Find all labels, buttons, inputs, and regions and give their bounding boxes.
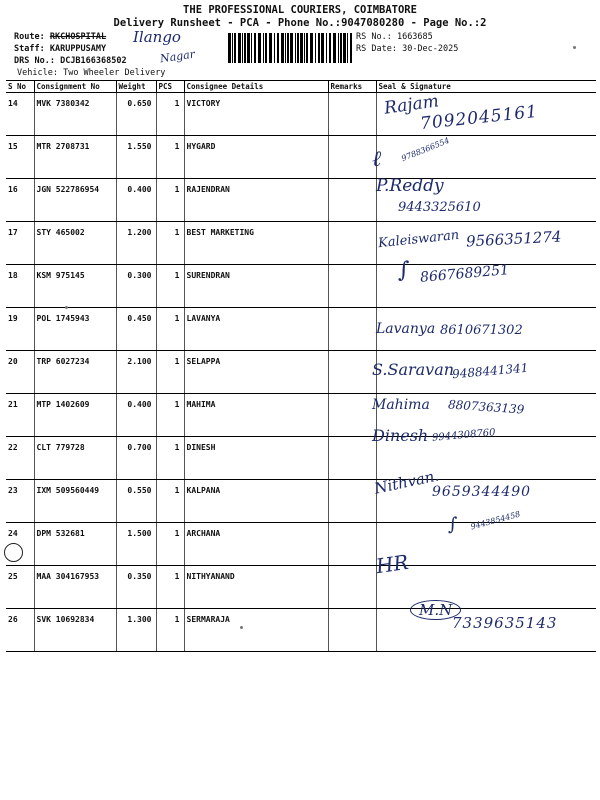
row-consignee: RAJENDRAN	[184, 179, 328, 222]
signature-19-phone: 8610671302	[440, 323, 523, 338]
barcode-bar	[343, 33, 346, 63]
row-remarks	[328, 222, 376, 265]
vehicle-value: Two Wheeler Delivery	[63, 68, 166, 78]
row-consignee: DINESH	[184, 437, 328, 480]
barcode-bar	[310, 33, 313, 63]
signature-15-mark: ℓ	[372, 147, 382, 172]
col-consignment: Consignment No	[34, 81, 116, 93]
row-pcs: 1	[156, 609, 184, 652]
row-sno: 15	[6, 136, 34, 179]
rs-no-label: RS No.:	[356, 32, 392, 42]
row-sno: 17	[6, 222, 34, 265]
row-consignee: BEST MARKETING	[184, 222, 328, 265]
row-weight: 0.400	[116, 394, 156, 437]
row-remarks	[328, 609, 376, 652]
barcode-bar	[258, 33, 261, 63]
barcode-bar	[329, 33, 331, 63]
row-consignee: LAVANYA	[184, 308, 328, 351]
signature-17-word: Kaleiswaran	[377, 227, 460, 252]
signature-22-phone: 9944308760	[431, 427, 496, 444]
signature-19-word: Lavanya	[376, 321, 436, 337]
barcode	[228, 33, 352, 63]
row-consignee: SURENDRAN	[184, 265, 328, 308]
row-sno: 18	[6, 265, 34, 308]
barcode-bar	[295, 33, 296, 63]
row-remarks	[328, 308, 376, 351]
signature-26-phone: 7339635143	[452, 614, 558, 632]
rs-no-value: 1663685	[396, 32, 433, 42]
rs-no-line	[356, 32, 433, 42]
barcode-bar	[297, 33, 299, 63]
row-consignment: STY 465002	[34, 222, 116, 265]
row-pcs: 1	[156, 308, 184, 351]
route-value: RKCHOSPITAL	[49, 32, 107, 42]
row-remarks	[328, 394, 376, 437]
row-consignee: KALPANA	[184, 480, 328, 523]
barcode-bar	[300, 33, 303, 63]
barcode-bar	[238, 33, 241, 63]
signature-24-mark: ∫	[448, 514, 458, 535]
row-pcs: 1	[156, 523, 184, 566]
row-consignee: MAHIMA	[184, 394, 328, 437]
signature-18-mark: ∫	[398, 258, 410, 283]
barcode-bar	[254, 33, 256, 63]
col-signature: Seal & Signature	[376, 81, 596, 93]
row-sno: 19	[6, 308, 34, 351]
row-pcs: 1	[156, 93, 184, 136]
row-weight: 0.350	[116, 566, 156, 609]
row-weight: 0.650	[116, 93, 156, 136]
barcode-bar	[277, 33, 279, 63]
table-row	[6, 437, 596, 480]
route-handwritten-1: Ilango	[133, 28, 181, 46]
row-sno: 23	[6, 480, 34, 523]
scan-speck	[65, 306, 68, 309]
barcode-bar	[340, 33, 342, 63]
row-weight: 0.400	[116, 179, 156, 222]
barcode-bar	[251, 33, 252, 63]
signature-17-phone: 9566351274	[465, 227, 562, 251]
drs-value: DCJB166368502	[60, 56, 127, 66]
row-remarks	[328, 93, 376, 136]
row-consignment: JGN 522786954	[34, 179, 116, 222]
table-row	[6, 179, 596, 222]
document-subtitle: Delivery Runsheet - PCA - Phone No.:9047080280 - Page No.:2	[113, 17, 487, 29]
barcode-bar	[269, 33, 272, 63]
col-consignee: Consignee Details	[184, 81, 328, 93]
vehicle-line	[17, 68, 165, 78]
barcode-bar	[321, 33, 324, 63]
row-consignment: MTR 2708731	[34, 136, 116, 179]
signature-26-word: M.N	[410, 600, 461, 620]
row-remarks	[328, 265, 376, 308]
row-weight: 0.300	[116, 265, 156, 308]
col-sno: S No	[6, 81, 34, 93]
row-consignee: ARCHANA	[184, 523, 328, 566]
row-weight: 1.500	[116, 523, 156, 566]
row-consignment: MVK 7380342	[34, 93, 116, 136]
signature-22-word: Dinesh	[372, 426, 429, 445]
barcode-bar	[333, 33, 336, 63]
drs-label: DRS No.:	[14, 56, 55, 66]
row-remarks	[328, 480, 376, 523]
row-remarks	[328, 523, 376, 566]
signature-20-phone: 9488441341	[451, 360, 529, 382]
signature-16-phone: 9443325610	[398, 200, 481, 215]
barcode-bar	[306, 33, 308, 63]
row-signature-cell	[376, 523, 596, 566]
scan-speck	[573, 46, 576, 49]
barcode-bar	[287, 33, 289, 63]
signature-14-phone: 7092045161	[419, 101, 539, 135]
row-pcs: 1	[156, 179, 184, 222]
route-line	[14, 32, 106, 42]
row-consignee: VICTORY	[184, 93, 328, 136]
signature-21-word: Mahima	[372, 397, 430, 413]
col-remarks: Remarks	[328, 81, 376, 93]
barcode-bar	[285, 33, 286, 63]
route-handwritten-2: Nagar	[159, 47, 196, 66]
row-sno: 21	[6, 394, 34, 437]
signature-15-phone: 9788366554	[400, 135, 451, 164]
row-pcs: 1	[156, 265, 184, 308]
barcode-bar	[304, 33, 305, 63]
row-weight: 0.550	[116, 480, 156, 523]
signature-20-word: S.Saravan	[372, 360, 455, 379]
barcode-bar	[338, 33, 339, 63]
barcode-bar	[326, 33, 327, 63]
rs-date-label: RS Date:	[356, 44, 397, 54]
barcode-bar	[350, 33, 352, 63]
scan-speck	[240, 626, 243, 629]
barcode-bar	[244, 33, 246, 63]
table-row	[6, 136, 596, 179]
signature-23-word: Nithvan.	[372, 466, 441, 498]
row-consignment: KSM 975145	[34, 265, 116, 308]
barcode-bar	[234, 33, 236, 63]
barcode-bar	[247, 33, 250, 63]
row-pcs: 1	[156, 394, 184, 437]
row-consignee: SERMARAJA	[184, 609, 328, 652]
row-pcs: 1	[156, 437, 184, 480]
row-sno: 20	[6, 351, 34, 394]
row-pcs: 1	[156, 480, 184, 523]
row-pcs: 1	[156, 351, 184, 394]
row-consignment: DPM 532681	[34, 523, 116, 566]
barcode-bar	[228, 33, 231, 63]
row-consignment: SVK 10692834	[34, 609, 116, 652]
barcode-bar	[290, 33, 293, 63]
row-consignee: SELAPPA	[184, 351, 328, 394]
row-remarks	[328, 566, 376, 609]
row-weight: 0.450	[116, 308, 156, 351]
row-pcs: 1	[156, 222, 184, 265]
row-sno: 14	[6, 93, 34, 136]
row-remarks	[328, 136, 376, 179]
row-consignment: POL 1745943	[34, 308, 116, 351]
signature-21-phone: 8807363139	[447, 397, 525, 417]
route-label: Route:	[14, 32, 45, 42]
barcode-bar	[315, 33, 316, 63]
barcode-bar	[347, 33, 348, 63]
document-title: THE PROFESSIONAL COURIERS, COIMBATORE	[183, 4, 417, 16]
rs-date-line	[356, 44, 458, 54]
row-consignment: CLT 779728	[34, 437, 116, 480]
row-consignment: MTP 1402609	[34, 394, 116, 437]
signature-25-word: HR	[374, 549, 411, 579]
barcode-bar	[263, 33, 264, 63]
signature-23-phone: 9659344490	[432, 484, 532, 500]
barcode-bar	[242, 33, 243, 63]
signature-24-phone: 9443854458	[469, 509, 522, 532]
staff-value: KARUPPUSAMY	[49, 44, 107, 54]
row-sno: 22	[6, 437, 34, 480]
row-weight: 0.700	[116, 437, 156, 480]
row-consignment: IXM 509560449	[34, 480, 116, 523]
row-weight: 1.200	[116, 222, 156, 265]
signature-18-phone: 8667689251	[419, 262, 510, 286]
barcode-bar	[274, 33, 275, 63]
col-weight: Weight	[116, 81, 156, 93]
row-pcs: 1	[156, 136, 184, 179]
row-remarks	[328, 179, 376, 222]
drs-line	[14, 56, 127, 66]
col-pcs: PCS	[156, 81, 184, 93]
signature-16-word: P.Reddy	[376, 176, 444, 196]
signature-14-word: Rajam	[382, 91, 440, 119]
row-sno: 26	[6, 609, 34, 652]
barcode-bar	[265, 33, 267, 63]
table-header-row	[6, 81, 596, 93]
row-25-circle-mark	[4, 543, 23, 562]
staff-label: Staff:	[14, 44, 45, 54]
row-pcs: 1	[156, 566, 184, 609]
row-sno: 24	[6, 523, 34, 566]
barcode-bar	[318, 33, 320, 63]
row-weight: 2.100	[116, 351, 156, 394]
row-weight: 1.550	[116, 136, 156, 179]
barcode-bar	[281, 33, 284, 63]
row-consignment: TRP 6027234	[34, 351, 116, 394]
table-row	[6, 523, 596, 566]
table-row	[6, 566, 596, 609]
row-sno: 25	[6, 566, 34, 609]
row-weight: 1.300	[116, 609, 156, 652]
row-remarks	[328, 351, 376, 394]
vehicle-label: Vehicle:	[17, 68, 58, 78]
row-consignment: MAA 304167953	[34, 566, 116, 609]
row-consignee: HYGARD	[184, 136, 328, 179]
row-remarks	[328, 437, 376, 480]
staff-line	[14, 44, 106, 54]
rs-date-value: 30-Dec-2025	[402, 44, 459, 54]
row-consignee: NITHYANAND	[184, 566, 328, 609]
barcode-bar	[232, 33, 233, 63]
row-sno: 16	[6, 179, 34, 222]
